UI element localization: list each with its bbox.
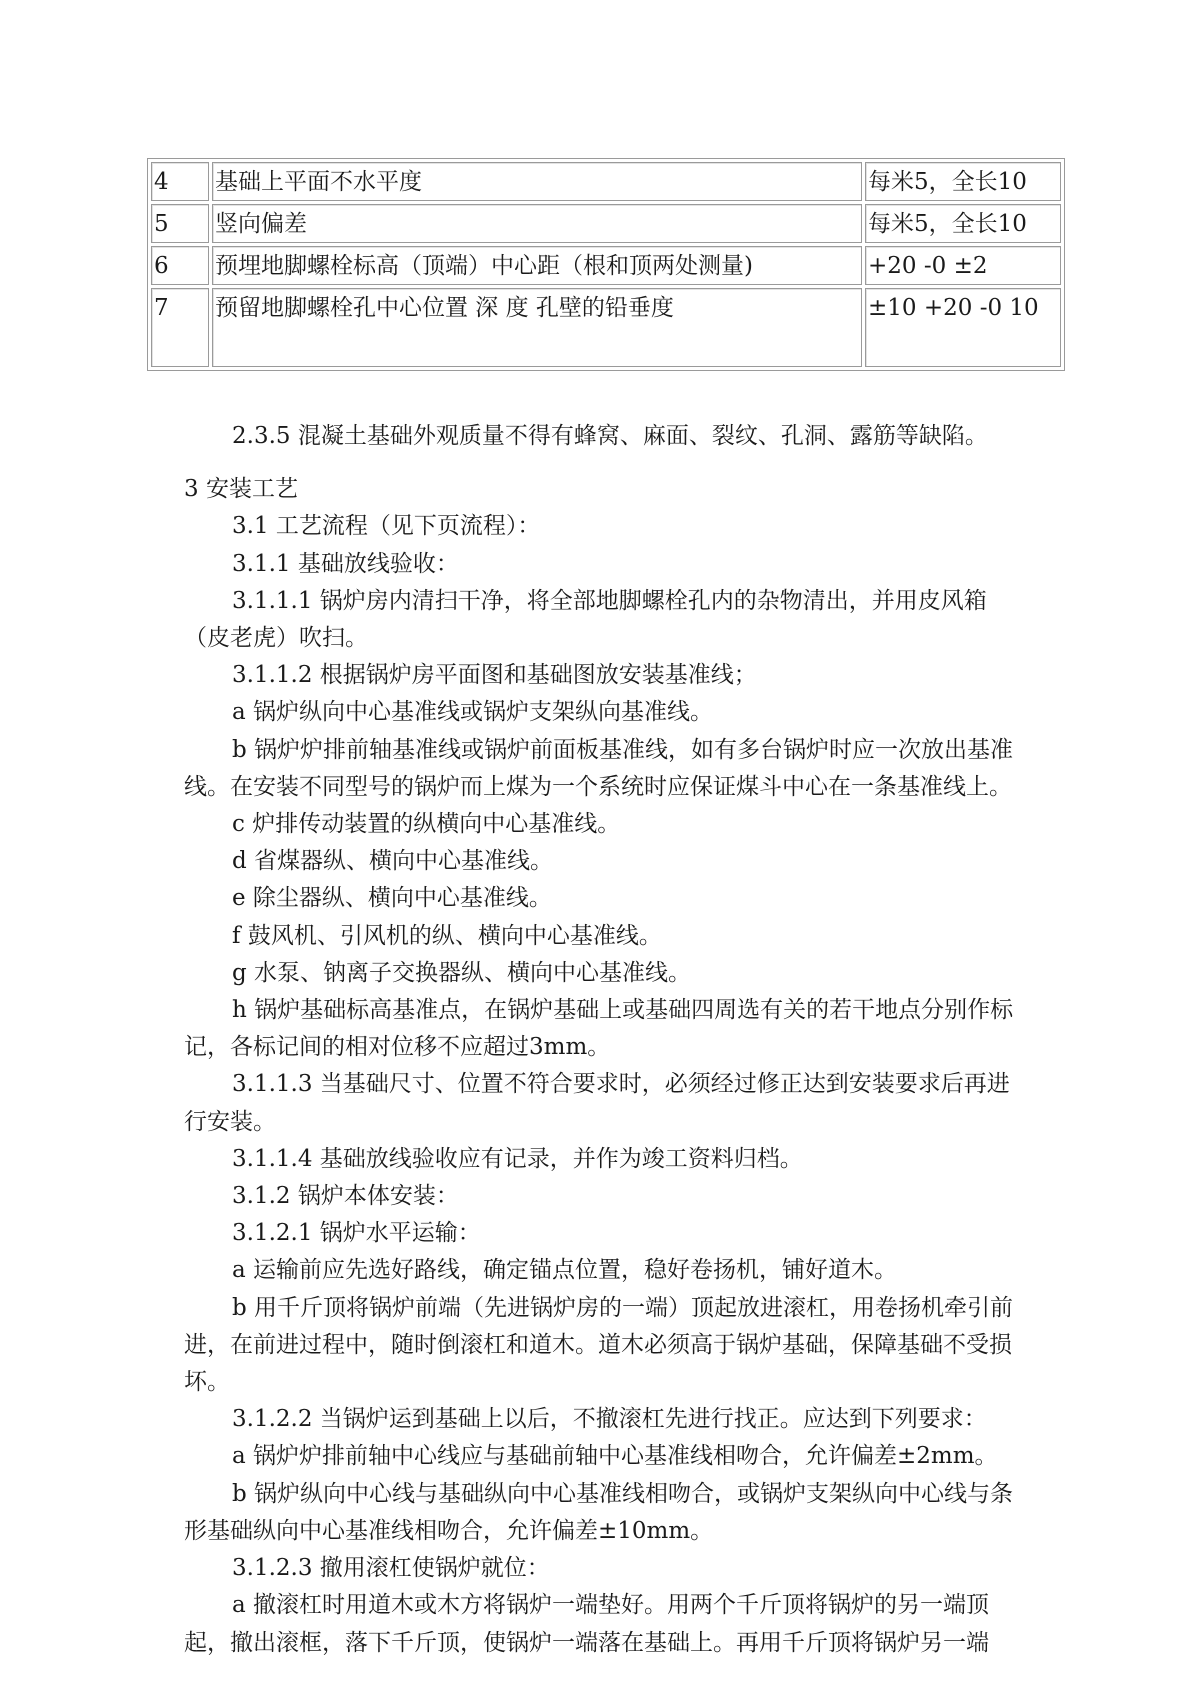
row-number: 5 <box>151 204 209 243</box>
table-row <box>151 246 1061 285</box>
paragraph: 3.1 工艺流程（见下页流程）： <box>232 513 541 540</box>
row-item: 预留地脚螺栓孔中心位置 深 度 孔壁的铅垂度 <box>212 288 862 367</box>
paragraph: d 省煤器纵、横向中心基准线。 <box>232 848 554 875</box>
row-item: 预埋地脚螺栓标高（顶端）中心距（根和顶两处测量) <box>212 246 862 285</box>
body-text <box>184 418 1024 1662</box>
paragraph: a 撤滚杠时用道木或木方将锅炉一端垫好。用两个千斤顶将锅炉的另一端顶起，撤出滚框，落下千斤顶，使锅炉一端落在基础上。再用千斤顶将锅炉另一端 <box>184 1592 990 1656</box>
paragraph: a 锅炉炉排前轴中心线应与基础前轴中心基准线相吻合，允许偏差±2mm。 <box>232 1443 998 1470</box>
paragraph: c 炉排传动装置的纵横向中心基准线。 <box>232 811 621 838</box>
row-value: 每米5，全长10 <box>865 162 1061 201</box>
row-number: 6 <box>151 246 209 285</box>
paragraph: 3.1.2 锅炉本体安装： <box>232 1183 459 1210</box>
paragraph: a 运输前应先选好路线，确定锚点位置，稳好卷扬机，铺好道木。 <box>232 1257 898 1284</box>
row-number: 7 <box>151 288 209 367</box>
paragraph: 3.1.2.3 撤用滚杠使锅炉就位： <box>232 1555 550 1582</box>
paragraph: b 锅炉纵向中心线与基础纵向中心基准线相吻合，或锅炉支架纵向中心线与条形基础纵向中心基准线相吻合，允许偏差±10mm。 <box>184 1480 1014 1544</box>
table-row <box>151 288 1061 367</box>
section-heading: 3 安装工艺 <box>184 476 298 503</box>
paragraph: 3.1.1 基础放线验收： <box>232 550 459 577</box>
paragraph: 3.1.1.1 锅炉房内清扫干净，将全部地脚螺栓孔内的杂物清出，并用皮风箱（皮老虎）吹扫。 <box>184 587 987 652</box>
table-row <box>151 162 1061 201</box>
paragraph: f 鼓风机、引风机的纵、横向中心基准线。 <box>232 922 662 949</box>
paragraph: 3.1.2.1 锅炉水平运输： <box>232 1220 481 1247</box>
paragraph: 2.3.5 混凝土基础外观质量不得有蜂窝、麻面、裂纹、孔洞、露筋等缺陷。 <box>232 423 988 449</box>
row-value: ±10 +20 -0 10 <box>865 288 1061 367</box>
paragraph: g 水泵、钠离子交换器纵、横向中心基准线。 <box>232 959 692 986</box>
paragraph: 3.1.1.4 基础放线验收应有记录，并作为竣工资料归档。 <box>232 1145 803 1172</box>
paragraph: 3.1.1.3 当基础尺寸、位置不符合要求时，必须经过修正达到安装要求后再进行安装。 <box>184 1071 1010 1135</box>
paragraph: b 锅炉炉排前轴基准线或锅炉前面板基准线，如有多台锅炉时应一次放出基准线。在安装不同型号的锅炉而上煤为一个系统时应保证煤斗中心在一条基准线上。 <box>184 736 1014 800</box>
paragraph: a 锅炉纵向中心基准线或锅炉支架纵向基准线。 <box>232 699 714 726</box>
row-number: 4 <box>151 162 209 201</box>
paragraph: 3.1.1.2 根据锅炉房平面图和基础图放安装基准线； <box>232 662 757 689</box>
paragraph: e 除尘器纵、横向中心基准线。 <box>232 885 552 912</box>
table-row <box>151 204 1061 243</box>
paragraph: 3.1.2.2 当锅炉运到基础上以后，不撤滚杠先进行找正。应达到下列要求： <box>232 1406 987 1433</box>
row-value: 每米5，全长10 <box>865 204 1061 243</box>
paragraph: h 锅炉基础标高基准点，在锅炉基础上或基础四周选有关的若干地点分别作标记，各标记间的相对位移不应超过3mm。 <box>184 997 1014 1061</box>
paragraph: b 用千斤顶将锅炉前端（先进锅炉房的一端）顶起放进滚杠，用卷扬机牵引前进，在前进过程中，随时倒滚杠和道木。道木必须高于锅炉基础，保障基础不受损坏。 <box>184 1294 1014 1396</box>
row-item: 基础上平面不水平度 <box>212 162 862 201</box>
row-item: 竖向偏差 <box>212 204 862 243</box>
row-value: +20 -0 ±2 <box>865 246 1061 285</box>
tolerance-table <box>147 158 1065 371</box>
